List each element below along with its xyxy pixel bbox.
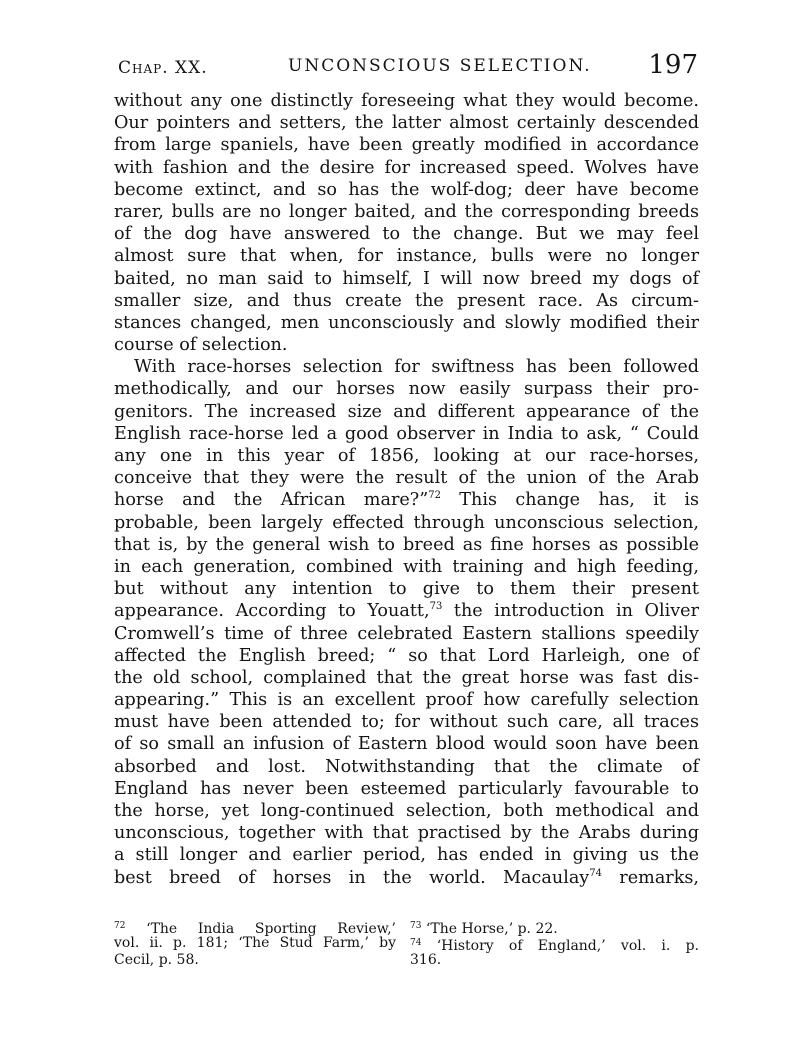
text-line: must have been attended to; for without such care, all traces bbox=[114, 712, 699, 733]
text-line: rarer, bulls are no longer baited, and the corresponding breeds bbox=[114, 201, 699, 222]
text-fragment: remarks, bbox=[601, 867, 699, 888]
text-line bbox=[114, 489, 699, 511]
text-fragment: This change has, it is bbox=[440, 490, 699, 511]
text-line: smaller size, and thus create the present race. As circum- bbox=[114, 290, 699, 311]
text-line bbox=[114, 867, 699, 889]
footnote-line bbox=[410, 952, 699, 969]
text-line: Our pointers and setters, the latter almost certainly descended bbox=[114, 113, 699, 134]
text-line: stances changed, men unconsciously and slowly modified their bbox=[114, 312, 699, 333]
text-line: without any one distinctly foreseeing what they would become. bbox=[114, 91, 699, 111]
text-line: With race-horses selection for swiftness has been followed bbox=[134, 357, 699, 378]
text-line: England has never been esteemed particularly favourable to bbox=[114, 778, 699, 799]
footnote-line bbox=[410, 918, 699, 935]
footnote-line bbox=[410, 935, 699, 952]
text-line: course of selection. bbox=[114, 335, 288, 356]
footnote-ref-74: 74 bbox=[589, 867, 602, 879]
text-line: that is, by the general wish to breed as fine horses as possible bbox=[114, 534, 699, 555]
text-line: baited, no man said to himself, I will now breed my dogs of bbox=[114, 268, 699, 289]
text-line bbox=[114, 600, 699, 622]
text-fragment: best breed of horses in the world. Macaulay bbox=[114, 867, 590, 888]
footnotes-right-column bbox=[410, 918, 699, 969]
text-line: conceive that they were the result of the union of the Arab bbox=[114, 468, 699, 489]
text-line: affected the English breed; “ so that Lord Harleigh, one of bbox=[114, 645, 699, 666]
footnotes-left-column bbox=[114, 918, 396, 969]
footnote-text: vol. ii. p. 181; ‘The Stud Farm,’ by bbox=[114, 935, 396, 951]
text-line: probable, been largely effected through unconscious selection, bbox=[114, 512, 699, 533]
page-number: 197 bbox=[648, 50, 698, 80]
text-line: any one in this year of 1856, looking at our race-horses, bbox=[114, 446, 699, 466]
text-fragment: appearance. According to Youatt, bbox=[114, 601, 430, 622]
footnote-text: ‘History of England,’ vol. i. p. bbox=[421, 938, 699, 954]
text-line: English race-horse led a good observer in India to ask, “ Could bbox=[114, 423, 699, 444]
text-line: from large spaniels, have been greatly modified in accordance bbox=[114, 135, 699, 156]
footnote-text: ‘The India Sporting Review,’ bbox=[125, 921, 396, 937]
running-title: UNCONSCIOUS SELECTION. bbox=[288, 56, 592, 76]
footnote-mark: 73 bbox=[410, 921, 422, 931]
text-line: in each generation, combined with training and high feeding, bbox=[114, 556, 699, 577]
text-line: of so small an infusion of Eastern blood would soon have been bbox=[114, 734, 699, 755]
body-text bbox=[114, 90, 699, 889]
footnote-line bbox=[114, 952, 396, 969]
text-line: a still longer and earlier period, has ended in giving us the bbox=[114, 845, 699, 866]
footnote-ref-73: 73 bbox=[429, 601, 443, 613]
footnote-line bbox=[114, 918, 396, 935]
running-header bbox=[118, 50, 698, 84]
text-line: unconscious, together with that practised by the Arabs during bbox=[114, 823, 699, 844]
text-line: absorbed and lost. Notwithstanding that the climate of bbox=[114, 756, 699, 777]
chapter-label: Chap. XX. bbox=[118, 58, 208, 78]
text-line: methodically, and our horses now easily surpass their pro- bbox=[114, 379, 699, 400]
text-line: but without any intention to give to them their present bbox=[114, 579, 699, 600]
footnote-mark: 74 bbox=[410, 938, 422, 948]
footnote-mark: 72 bbox=[114, 921, 126, 931]
text-line: genitors. The increased size and different appearance of the bbox=[114, 401, 699, 422]
text-fragment: the introduction in Oliver bbox=[442, 601, 699, 622]
footnote-text: Cecil, p. 58. bbox=[114, 952, 199, 968]
footnote-text: ‘The Horse,’ p. 22. bbox=[421, 921, 558, 937]
text-line: Cromwell’s time of three celebrated Eastern stallions speedily bbox=[114, 623, 699, 644]
text-fragment: horse and the African mare?” bbox=[114, 490, 429, 511]
text-line: with fashion and the desire for increased speed. Wolves have bbox=[114, 157, 699, 178]
footnote-line bbox=[114, 935, 396, 952]
text-line: the horse, yet long-continued selection, both methodical and bbox=[114, 801, 699, 821]
text-line: appearing.” This is an excellent proof how carefully selection bbox=[114, 690, 699, 711]
text-line: almost sure that when, for instance, bulls were no longer bbox=[114, 246, 699, 267]
text-line: of the dog have answered to the change. But we may feel bbox=[114, 224, 699, 245]
footnotes bbox=[114, 918, 699, 988]
footnote-text: 316. bbox=[410, 952, 442, 968]
text-line: become extinct, and so has the wolf-dog; deer have become bbox=[114, 179, 699, 200]
footnote-ref-72: 72 bbox=[428, 490, 441, 502]
text-line: the old school, complained that the great horse was fast dis- bbox=[114, 667, 699, 688]
